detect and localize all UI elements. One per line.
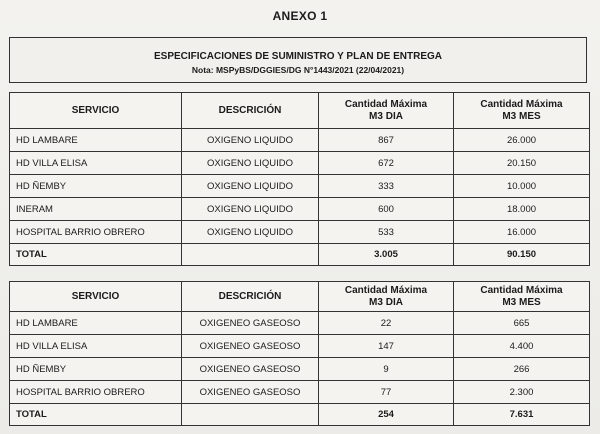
description-cell: OXIGENO LIQUIDO xyxy=(182,129,319,152)
column-header xyxy=(10,93,182,129)
column-header xyxy=(454,93,590,129)
daily-max-cell: 9 xyxy=(319,358,454,381)
column-header xyxy=(182,93,319,129)
column-header-line: M3 DIA xyxy=(369,110,403,122)
spec-note: Nota: MSPyBS/DGGIES/DG N°1443/2021 (22/04/2021) xyxy=(191,65,405,75)
daily-max-cell: 672 xyxy=(319,152,454,175)
monthly-max-cell: 18.000 xyxy=(454,198,590,221)
description-cell: OXIGENEO GASEOSO xyxy=(182,335,319,358)
description-cell: OXIGENEO GASEOSO xyxy=(182,312,319,335)
column-header-line: M3 MES xyxy=(502,110,541,122)
service-cell: HD ÑEMBY xyxy=(10,358,182,381)
monthly-max-cell: 16.000 xyxy=(454,221,590,244)
description-cell: OXIGENO LIQUIDO xyxy=(182,152,319,175)
table-row xyxy=(10,221,590,244)
table-header-row xyxy=(10,93,590,129)
description-cell: OXIGENEO GASEOSO xyxy=(182,358,319,381)
column-header-line: SERVICIO xyxy=(71,290,120,302)
daily-max-cell: 147 xyxy=(319,335,454,358)
column-header-line: Cantidad Máxima xyxy=(480,284,563,296)
spec-box xyxy=(9,37,587,83)
service-cell: HD VILLA ELISA xyxy=(10,335,182,358)
table-row xyxy=(10,152,590,175)
column-header-line: M3 DIA xyxy=(369,296,403,308)
total-daily: 3.005 xyxy=(319,244,454,266)
monthly-max-cell: 26.000 xyxy=(454,129,590,152)
column-header-line: M3 MES xyxy=(502,296,541,308)
column-header-line: Cantidad Máxima xyxy=(344,98,428,110)
service-cell: INERAM xyxy=(10,198,182,221)
daily-max-cell: 22 xyxy=(319,312,454,335)
monthly-max-cell: 4.400 xyxy=(454,335,590,358)
description-cell: OXIGENO LIQUIDO xyxy=(182,221,319,244)
column-header xyxy=(10,282,182,312)
daily-max-cell: 533 xyxy=(319,221,454,244)
gaseous-oxygen-table xyxy=(9,281,590,426)
monthly-max-cell: 20.150 xyxy=(454,152,590,175)
service-cell: HD LAMBARE xyxy=(10,129,182,152)
total-monthly: 7.631 xyxy=(454,404,590,426)
daily-max-cell: 333 xyxy=(319,175,454,198)
table-row xyxy=(10,312,590,335)
column-header-line: Cantidad Máxima xyxy=(344,284,428,296)
column-header xyxy=(319,93,454,129)
table-row xyxy=(10,175,590,198)
column-header xyxy=(319,282,454,312)
table-row xyxy=(10,381,590,404)
spec-heading: ESPECIFICACIONES DE SUMINISTRO Y PLAN DE ENTREGA xyxy=(153,51,442,62)
column-header-line: SERVICIO xyxy=(71,104,120,116)
service-cell: HD VILLA ELISA xyxy=(10,152,182,175)
description-cell: OXIGENEO GASEOSO xyxy=(182,381,319,404)
total-row xyxy=(10,244,590,266)
daily-max-cell: 600 xyxy=(319,198,454,221)
total-daily: 254 xyxy=(319,404,454,426)
total-blank xyxy=(182,244,319,266)
service-cell: HD ÑEMBY xyxy=(10,175,182,198)
monthly-max-cell: 2.300 xyxy=(454,381,590,404)
service-cell: HOSPITAL BARRIO OBRERO xyxy=(10,381,182,404)
column-header xyxy=(182,282,319,312)
table-row xyxy=(10,198,590,221)
annex-title: ANEXO 1 xyxy=(272,9,328,23)
liquid-oxygen-table xyxy=(9,92,590,266)
column-header xyxy=(454,282,590,312)
total-label: TOTAL xyxy=(10,244,182,266)
table-header-row xyxy=(10,282,590,312)
daily-max-cell: 77 xyxy=(319,381,454,404)
column-header-line: Cantidad Máxima xyxy=(480,98,563,110)
column-header-line: DESCRICIÓN xyxy=(218,104,282,116)
total-blank xyxy=(182,404,319,426)
table-row xyxy=(10,335,590,358)
monthly-max-cell: 10.000 xyxy=(454,175,590,198)
description-cell: OXIGENO LIQUIDO xyxy=(182,175,319,198)
total-monthly: 90.150 xyxy=(454,244,590,266)
monthly-max-cell: 665 xyxy=(454,312,590,335)
table-row xyxy=(10,358,590,381)
monthly-max-cell: 266 xyxy=(454,358,590,381)
service-cell: HD LAMBARE xyxy=(10,312,182,335)
table-row xyxy=(10,129,590,152)
description-cell: OXIGENO LIQUIDO xyxy=(182,198,319,221)
total-label: TOTAL xyxy=(10,404,182,426)
column-header-line: DESCRICIÓN xyxy=(218,290,282,302)
service-cell: HOSPITAL BARRIO OBRERO xyxy=(10,221,182,244)
daily-max-cell: 867 xyxy=(319,129,454,152)
total-row xyxy=(10,404,590,426)
